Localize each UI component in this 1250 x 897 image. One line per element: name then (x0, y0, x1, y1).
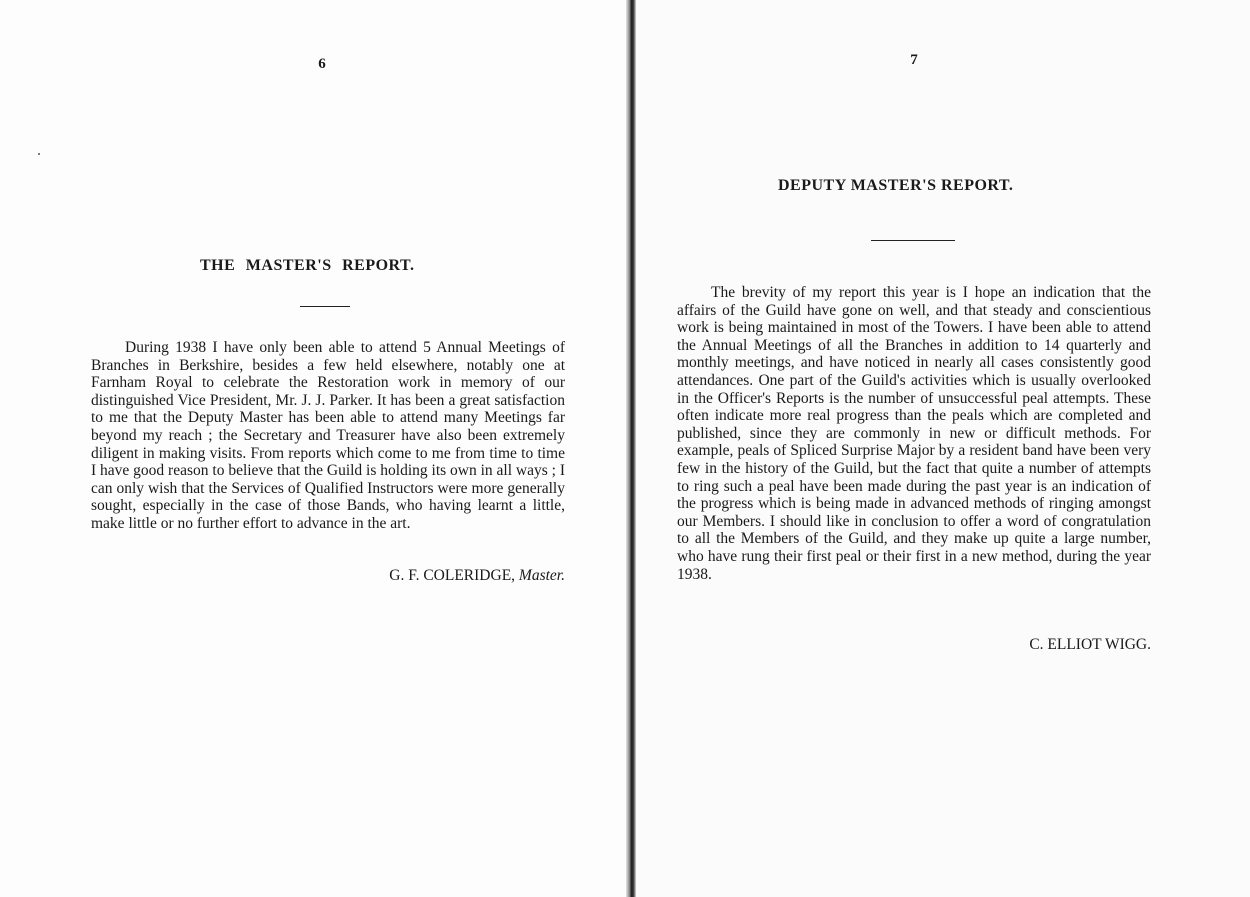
deputy-master-report-paragraph: The brevity of my report this year is I hope an indication that the affairs of the Guild have gone on well, and that steady and conscientious work is being maintained in most of the Towers. I have been able to attend the Annual Meetings of all the Branches in addition to 14 quarterly and monthly meetings, and have noticed in nearly all cases consistently good attendances. One part of the Guild's activities which is usually overlooked in the Officer's Reports is the number of unsuccessful peal attempts. These often indicate more real progress than the peals which are completed and published, since they are commonly in new or difficult methods. For example, peals of Spliced Surprise Major by a resident band have been very few in the history of the Guild, but the fact that quite a number of attempts to ring such a peal have been made during the past year is an indication of the progress which is being made in advanced methods of ringing amongst our Members. I should like in conclusion to offer a word of congratulation to all the Members of the Guild, and they make up quite a large number, who have rung their first peal or their first in a new method, during the year 1938. (677, 284, 1151, 583)
master-signature-name: G. F. COLERIDGE, (389, 567, 516, 584)
paper-speck (38, 153, 40, 155)
master-signature (340, 567, 565, 585)
deputy-master-report-heading: DEPUTY MASTER'S REPORT. (778, 177, 1014, 194)
master-report-paragraph: During 1938 I have only been able to attend 5 Annual Meetings of Branches in Berkshire, besides a few held elsewhere, notably one at Farnham Royal to celebrate the Restoration work in memory of our distinguished Vice President, Mr. J. J. Parker. It has been a great satisfaction to me that the Deputy Master has been able to attend many Meetings far beyond my reach ; the Secretary and Treasurer have also been extremely diligent in making visits. From reports which come to me from time to time I have good reason to believe that the Guild is holding its own in all ways ; I can only wish that the Services of Qualified Instructors were more generally sought, especially in the case of those Bands, who having learnt a little, make little or no further effort to advance in the art. (91, 339, 565, 532)
master-report-heading: THE MASTER'S REPORT. (200, 257, 415, 274)
page-number-right: 7 (910, 52, 918, 68)
deputy-master-report-body (677, 284, 1151, 583)
right-page (636, 0, 1250, 897)
master-signature-role: Master. (518, 567, 565, 584)
page-number-left: 6 (318, 56, 326, 72)
heading-divider-right (871, 240, 955, 241)
deputy-master-signature: C. ELLIOT WIGG. (1029, 636, 1151, 653)
book-gutter (626, 0, 636, 897)
master-report-body (91, 339, 565, 533)
heading-divider-left (300, 306, 350, 307)
